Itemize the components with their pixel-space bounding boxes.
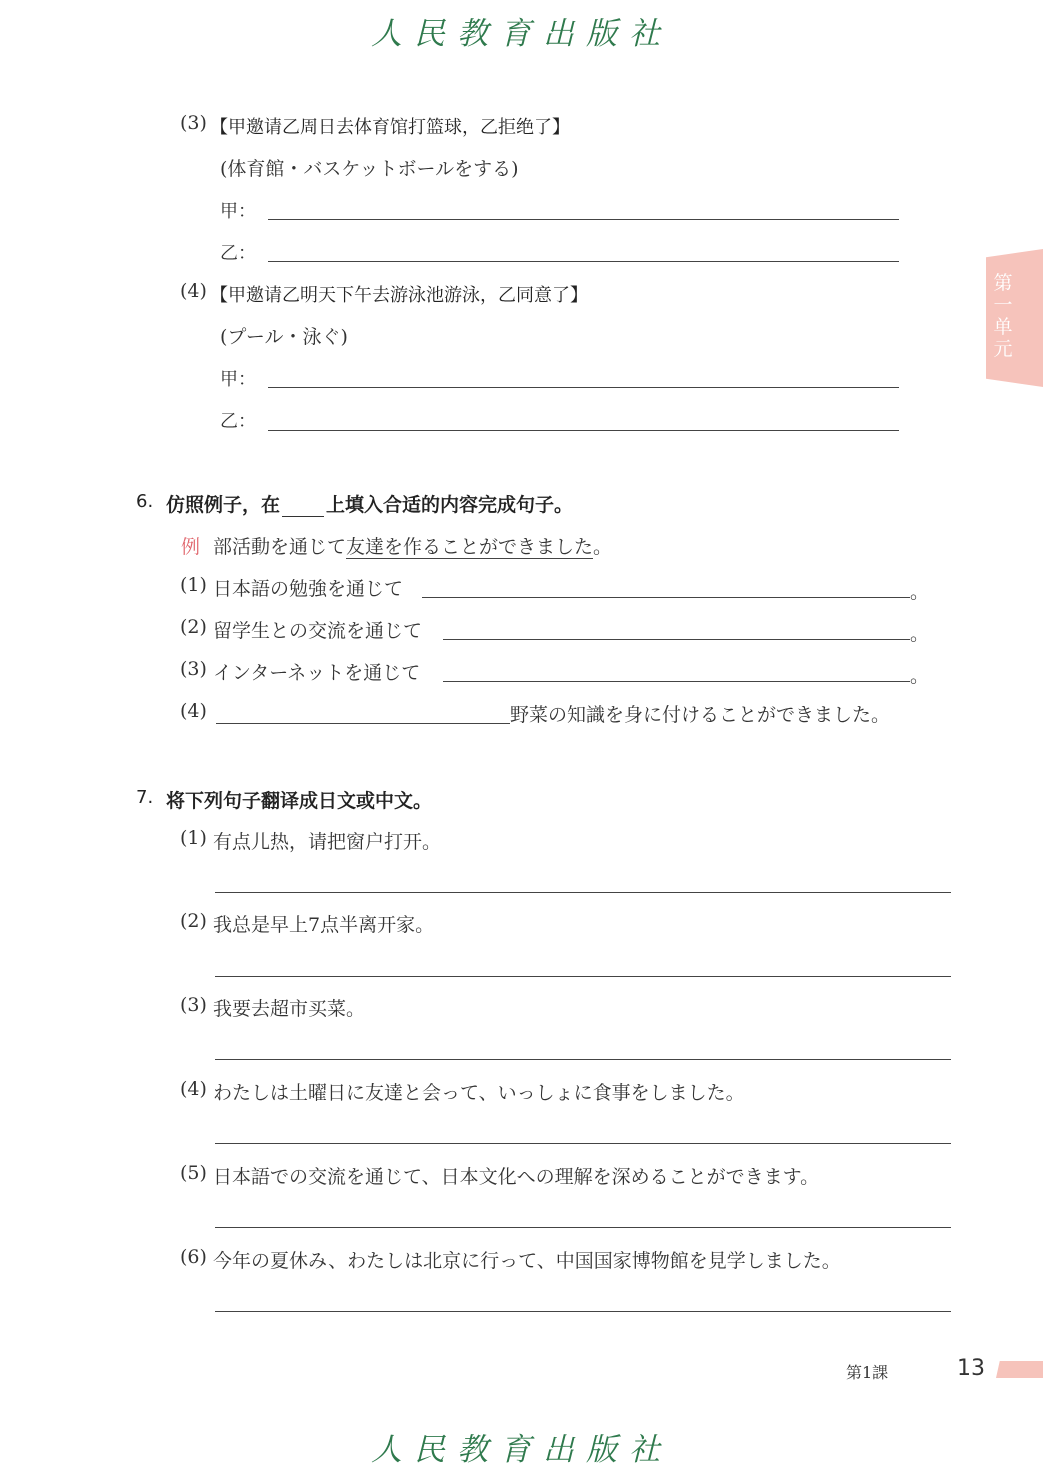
q7-item-2-answer-line[interactable] [215,976,951,977]
q6-example-sentence [213,532,612,559]
s5-item-3-answer-line-a[interactable] [268,219,899,220]
q6-title-blank [282,494,324,517]
q6-item-3-answer-line[interactable] [443,681,910,682]
q6-item-1-text: 日本語の勉強を通じて [213,578,404,600]
s5-item-3-speaker-b: 乙： [220,243,256,264]
q6-item-3-end: 。 [910,665,930,687]
s5-item-4-speaker-a: 甲： [220,369,256,390]
q6-example-label: 例 [181,536,201,558]
q6-item-3-number: (3) [180,658,207,680]
header-publisher-text: 人民教育出版社 [371,16,672,52]
header-publisher-logo [0,8,1043,53]
q6-example-answer: 友達を作ることができました [346,536,594,558]
s5-item-3-number: (3) [180,112,207,134]
q7-item-4-number: (4) [180,1078,207,1100]
q7-item-2-text: 我总是早上7点半离开家。 [213,914,435,936]
q6-item-2-end: 。 [910,623,930,645]
unit-side-tab-label: 第一单元 [993,272,1013,360]
page-number: 13 [957,1356,985,1381]
lesson-label: 第1課 [846,1363,889,1382]
s5-item-3-speaker-a: 甲： [220,201,256,222]
q6-item-2-number: (2) [180,616,207,638]
q7-item-1-text: 有点儿热，请把窗户打开。 [213,831,442,853]
s5-item-4-situation: 【甲邀请乙明天下午去游泳池游泳，乙同意了】 [210,285,588,306]
q6-item-1-number: (1) [180,574,207,596]
q7-item-1-number: (1) [180,827,207,849]
q7-number: 7. [136,787,154,808]
q6-item-2-answer-line[interactable] [443,639,910,640]
q7-item-5-answer-line[interactable] [215,1227,951,1228]
s5-item-4-hint: (プール・泳ぐ) [220,326,348,348]
page-number-bar [996,1361,1043,1378]
footer-publisher-logo [0,1424,1043,1469]
q7-item-1-answer-line[interactable] [215,892,951,893]
q6-number: 6. [136,491,154,512]
q7-title: 将下列句子翻译成日文或中文。 [166,790,433,812]
q6-item-2-text: 留学生との交流を通じて [213,620,423,642]
footer-publisher-text: 人民教育出版社 [371,1432,672,1468]
q6-title-after: 上填入合适的内容完成句子。 [326,494,574,516]
q6-item-3-text: インターネットを通じて [213,662,421,684]
q6-title-before: 仿照例子，在 [166,494,281,516]
q6-item-1-end: 。 [910,581,930,603]
s5-item-4-answer-line-b[interactable] [268,430,899,431]
q6-item-4-number: (4) [180,700,207,722]
q6-title [166,490,573,517]
q7-item-5-number: (5) [180,1162,207,1184]
q7-item-6-answer-line[interactable] [215,1311,951,1312]
q6-example-end: 。 [593,536,613,558]
q7-item-5-text: 日本語での交流を通じて、日本文化への理解を深めることができます。 [213,1166,820,1188]
s5-item-3-answer-line-b[interactable] [268,261,899,262]
s5-item-4-answer-line-a[interactable] [268,387,899,388]
s5-item-4-number: (4) [180,280,207,302]
q7-item-3-number: (3) [180,994,207,1016]
s5-item-3-situation: 【甲邀请乙周日去体育馆打篮球，乙拒绝了】 [210,117,570,138]
q7-item-2-number: (2) [180,910,207,932]
s5-item-3-hint: (体育館・バスケットボールをする) [220,158,519,180]
q7-item-4-answer-line[interactable] [215,1143,951,1144]
q7-item-3-text: 我要去超市买菜。 [213,998,366,1020]
q6-item-4-answer-line[interactable] [216,723,510,724]
q7-item-3-answer-line[interactable] [215,1059,951,1060]
q7-item-6-text: 今年の夏休み、わたしは北京に行って、中国国家博物館を見学しました。 [213,1250,841,1272]
q7-item-6-number: (6) [180,1246,207,1268]
s5-item-4-speaker-b: 乙： [220,411,256,432]
q6-example-prefix: 部活動を通じて [213,536,347,558]
q6-item-4-text: 野菜の知識を身に付けることができました。 [510,704,891,726]
q6-item-1-answer-line[interactable] [422,597,910,598]
q7-item-4-text: わたしは土曜日に友達と会って、いっしょに食事をしました。 [213,1082,745,1104]
